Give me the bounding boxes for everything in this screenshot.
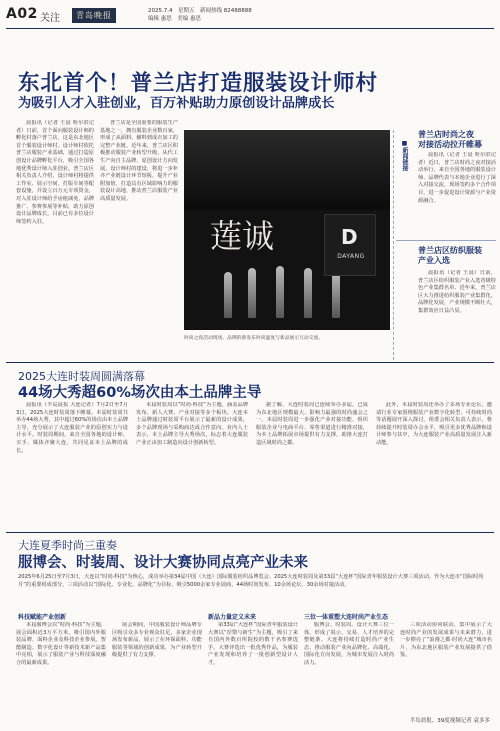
- editor-line: 编辑 惠思 美编 惠思: [148, 16, 201, 22]
- sidebar-item1-body: [418, 152, 496, 234]
- sidebar-divider: [393, 130, 394, 360]
- sidebar-item1-title: 普兰店时尚之夜 对接活动拉开帷幕: [418, 130, 482, 149]
- story3-subhead-1: 科技赋能产业创新: [18, 614, 67, 621]
- sidebar-label: ■新闻链接: [401, 140, 408, 171]
- story3-column-2: [112, 622, 202, 716]
- story1-col2-text: 普兰店是全国重要的服装生产基地之一，拥有服装企业数百家，形成了从面料、辅料到成衣加工的完整产业链。近年来，普兰店区积极推动服装产业转型升级，从代工生产向自主品牌、原创设计方向发展。设计师村的建设，将进一步补齐产业链设计环节短板，提升产业附加值，打造具有区域影响力的服装设计高地，推动普兰店服装产业高质量发展。: [100, 120, 178, 202]
- story1-column-2: [100, 120, 178, 356]
- story2-col2-text: 本届时装周以“时尚·科技”为主题，涵盖品牌发布、新人大赛、产业对接等多个板块。大连本土品牌通过时装周平台展示了最新的设计成果，多个品牌现场与采购商达成合作意向。业内人士表示，本土品牌主导大秀场次，标志着大连服装产业正由加工制造向设计创新转型。: [136, 402, 248, 446]
- story2-column-2: [136, 402, 248, 528]
- page-header: [6, 4, 494, 30]
- story1-subheadline: 为吸引人才入驻创业，百万补贴助力原创设计品牌成长: [18, 96, 335, 111]
- page-number: A02: [6, 6, 38, 22]
- header-rule: [6, 28, 494, 29]
- story3-headline: 服博会、时装周、设计大赛协同点亮产业未来: [18, 555, 308, 571]
- story3-column-1: [16, 622, 106, 716]
- header-meta: [148, 7, 252, 23]
- story2-col3-text: 据了解，大连时装周已连续举办多届，已成为东北地区规模最大、影响力最强的时尚盛会之一。本届时装周进一步强化产业对接功能，组织服装企业与电商平台、零售渠道进行精准对接，为本土品牌拓展市场提供有力支撑，助推大连打造区域时尚之都。: [256, 402, 368, 446]
- story3-subhead-3: 三位一体重塑大连时尚产业生态: [304, 614, 389, 621]
- sidebar-item1-text: 晨报讯（记者 王晨 哈尔滨记者）近日，普兰店时尚之夜对接活动举行，来自全国各地的服装设计师、品牌代表与本地企业进行了深入对接交流，现场签约多个合作项目，进一步促进设计资源与产业资源融合。: [418, 152, 496, 204]
- dayang-d-icon: D: [341, 225, 358, 249]
- story3-col4-text: 服博会、时装周、设计大赛三位一体，形成了展示、交易、人才培养的完整链条。大连将持续打造时尚产业生态，推动服装产业向品牌化、高端化、国际化方向发展，为城市发展注入时尚活力。: [304, 622, 394, 666]
- sidebar-item2-title: 普兰店区纺织服装 产业入选: [418, 246, 482, 265]
- story3-column-3: [208, 622, 298, 716]
- story3-subhead-2: 新品力量定义未来: [208, 614, 257, 621]
- story1-headline: 东北首个！普兰店打造服装设计师村: [18, 71, 379, 96]
- date-line: 2025.7.4 星期五 新闻热线 82488888: [148, 8, 252, 14]
- story3-col1-text: 本届服博会以“时尚·科技”为主题，展会面积近3万平方米，吸引国内外服装品牌、面料企业及科技企业参展。智能制造、数字化设计等新技术新产品集中亮相，展示了服装产业与科技深度融合的最新成果。: [16, 622, 106, 666]
- brand-logo-calligraphy: 莲诚: [210, 217, 275, 255]
- dayang-logo-board: [324, 214, 376, 276]
- story3-column-5: [400, 622, 492, 714]
- section-name: 关注: [40, 13, 60, 24]
- story2-column-4: [376, 402, 492, 528]
- story3-column-4: [304, 622, 394, 716]
- model-figure: [276, 266, 284, 318]
- story2-col4-text: 此外，本届时装周还举办了多场专业论坛，邀请行业专家围绕服装产业数字化转型、可持续时尚等话题展开深入探讨。组委会相关负责人表示，将持续提升时装周办会水平，吸引更多优秀品牌和设计师参与其中，为大连服装产业高质量发展注入新动能。: [376, 402, 492, 446]
- model-figure: [248, 268, 256, 318]
- story3-lead: 2025年6月25日至7月3日，大连以“时尚·科技”为核心，成功举办第34届中国（大连）国际服装纺织品博览会、2025大连时装周及第33届“大连杯”国际青年服装设计大赛三项活动。作为大连市“国际时尚月”的重要组成部分，三项活动以“国际化、专业化、品牌化”为目标，吸引5000余家专业展商、44场时尚发布、10余场论坛、30余场对接活动。: [18, 574, 484, 588]
- sidebar-item2-text: 晨报讯（记者 王晨）日前，普兰店区纺织服装产业入选省级特色产业集群名单。近年来，普兰店区大力推进纺织服装产业集群化、品牌化发展，产业规模不断壮大，集群效应日益凸显。: [418, 270, 496, 314]
- model-figure: [304, 268, 312, 318]
- story3-kicker: 大连夏季时尚三重奏: [18, 539, 117, 552]
- section-rule: [6, 532, 494, 533]
- story3-signature: 半岛晨报、39度视频记者 袁多多: [409, 718, 490, 724]
- story2-col1-text: 晨报讯（半岛晨报 大连记者）7月2日至7月3日，2025大连时装周落下帷幕。本届时装周共举办44场大秀，其中超过60%的场次由本土品牌主导，充分展示了大连服装产业的原创实力与设计水平。时装周期间，来自全国各地的设计师、买手、媒体齐聚大连，共同见证本土品牌的成长。: [16, 402, 128, 454]
- fashion-show-photo: [184, 130, 390, 330]
- story2-kicker: 2025大连时装周圆满落幕: [18, 370, 145, 383]
- masthead-logo: 青岛晚报: [72, 8, 116, 23]
- story2-column-3: [256, 402, 368, 528]
- story1-column-1: [16, 120, 94, 356]
- story3-col2-text: 展会期间，中国服装设计师品牌专区吸引众多专业观众驻足。多家企业现场发布新品，展示了在环保面料、功能服装等领域的创新成果，为产业转型升级提供了有力支撑。: [112, 622, 202, 659]
- story2-headline: 44场大秀超60%场次由本土品牌主导: [18, 385, 262, 401]
- story2-column-1: [16, 402, 128, 528]
- dayang-brand-text: DAYANG: [337, 253, 365, 260]
- story3-col5-text: 三项活动协同联动，集中展示了大连时尚产业的发展成果与未来潜力，进一步擦亮了“浪漫之都·时尚大连”城市名片，为东北地区服装产业发展提供了借鉴。: [400, 622, 492, 659]
- section-rule: [6, 362, 494, 363]
- story1-col1-text: 晨报讯（记者 王晨 哈尔滨记者）日前，首个面向服装设计师的孵化村落户普兰店，这是东北地区首个服装设计师村。设计师村依托普兰店服装产业基础，通过打造原创设计品牌孵化平台，吸引全国各地优秀设计师入驻创业。普兰店区相关负责人介绍，设计师村将提供工作室、展示空间、打版车间等配套设施，并设立百万元专项资金，对入驻设计师给予房租减免、品牌推广、参赛参展等补贴，助力原创设计品牌成长。目前已有多位设计师签约入驻。: [16, 120, 94, 225]
- model-figure: [332, 272, 340, 318]
- runway-stage: [184, 130, 390, 210]
- sidebar-item2-body: [418, 270, 496, 356]
- model-figure: [224, 272, 232, 318]
- sidebar-rule: [396, 240, 496, 241]
- photo-caption: 时尚之夜活动现场，品牌的新发布时尚温度与新品展示互动交流。: [184, 336, 324, 341]
- story3-col3-text: 第33届“大连杯”国际青年服装设计大赛以“涅槃与新生”为主题，吸引了来自国内外数百所院校的数千名参赛选手。大赛评选出一批优秀作品，为服装产业发现和培养了一批创新型设计人才。: [208, 622, 298, 666]
